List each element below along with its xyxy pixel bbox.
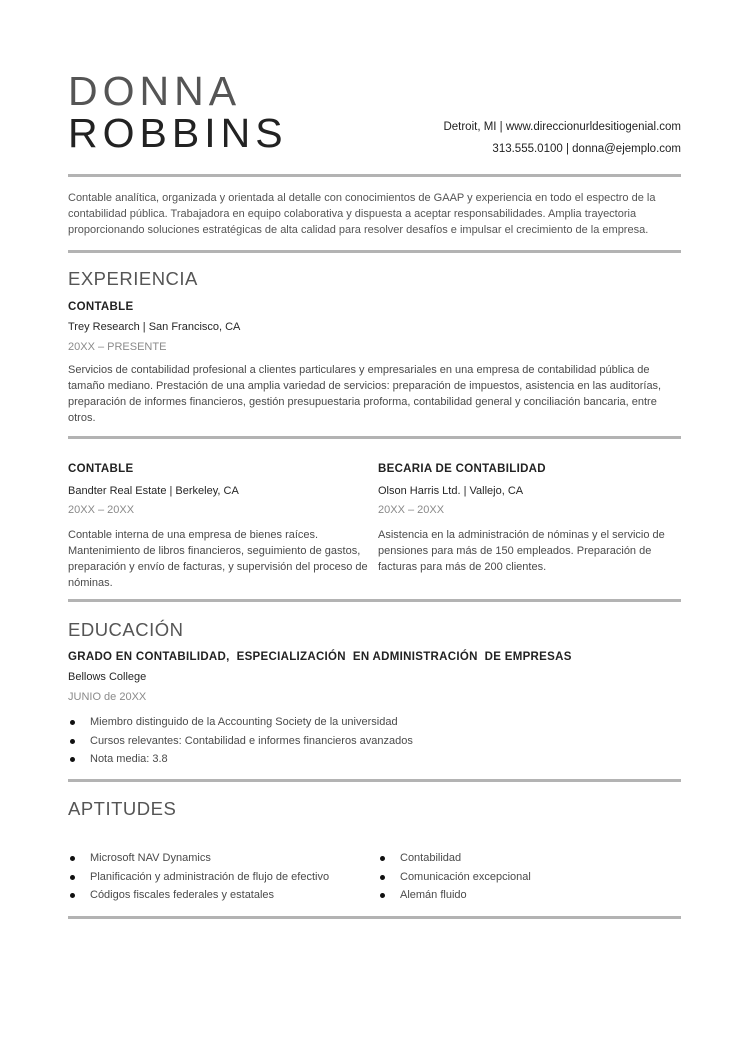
job-dates: 20XX – PRESENTE bbox=[68, 341, 167, 353]
divider bbox=[68, 250, 681, 253]
candidate-name bbox=[68, 70, 288, 154]
last-name: ROBBINS bbox=[68, 110, 288, 156]
job-description: Asistencia en la administración de nóminas y el servicio de pensiones para más de 150 empleados. Preparación de facturas para más de 200 clientes. bbox=[378, 529, 665, 573]
list-item: Cursos relevantes: Contabilidad e informes financieros avanzados bbox=[68, 732, 681, 751]
graduation-date: JUNIO de 20XX bbox=[68, 691, 147, 703]
list-item: Códigos fiscales federales y estatales bbox=[68, 886, 373, 905]
list-item: Contabilidad bbox=[378, 849, 681, 868]
list-item: Alemán fluido bbox=[378, 886, 681, 905]
job-dates: 20XX – 20XX bbox=[68, 504, 135, 516]
list-item: Comunicación excepcional bbox=[378, 868, 681, 887]
divider bbox=[68, 174, 681, 177]
list-item: Nota media: 3.8 bbox=[68, 750, 681, 769]
skills-list-left bbox=[68, 849, 373, 905]
bullet-icon bbox=[70, 893, 75, 898]
job-description: Contable interna de una empresa de bienes raíces. Mantenimiento de libros financieros, seguimiento de gastos, preparación y envío de facturas, y supervisión del proceso de nóminas. bbox=[68, 529, 368, 589]
summary: Contable analítica, organizada y orientada al detalle con conocimientos de GAAP y experiencia en todo el espectro de la contabilidad pública. Trabajadora en equipo colaborativa y dispuesta a aceptar responsabilidades. Amplia trayectoria proporcionando soluciones estratégicas de alta calidad para resolver desafíos e impulsar el crecimiento de la empresa. bbox=[68, 192, 656, 236]
bullet-icon bbox=[380, 893, 385, 898]
bullet-icon bbox=[70, 720, 75, 725]
job-title: CONTABLE bbox=[68, 301, 134, 313]
divider bbox=[68, 599, 681, 602]
section-heading-skills: APTITUDES bbox=[68, 798, 177, 819]
skills-list-right bbox=[378, 849, 681, 905]
job-company: Bandter Real Estate | Berkeley, CA bbox=[68, 485, 239, 497]
bullet-icon bbox=[70, 856, 75, 861]
degree-title: GRADO EN CONTABILIDAD, ESPECIALIZACIÓN EN ADMINISTRACIÓN DE EMPRESAS bbox=[68, 651, 572, 663]
job-company: Trey Research | San Francisco, CA bbox=[68, 321, 241, 333]
education-list bbox=[68, 713, 681, 769]
job-description: Servicios de contabilidad profesional a clientes particulares y empresariales en una empresa de contabilidad pública de tamaño mediano. Prestación de una amplia variedad de servicios: preparación de impuestos, asistencia en las auditorías, preparación de informes financieros, gestión presupuestaria proforma, contabilidad general y conciliación bancaria, entre otros. bbox=[68, 364, 662, 424]
section-heading-education: EDUCACIÓN bbox=[68, 619, 184, 640]
first-name: DONNA bbox=[68, 68, 242, 114]
list-item: Microsoft NAV Dynamics bbox=[68, 849, 373, 868]
contact-info bbox=[443, 116, 681, 160]
job-title: CONTABLE bbox=[68, 463, 134, 475]
school-name: Bellows College bbox=[68, 671, 147, 683]
contact-location-website: Detroit, MI | www.direccionurldesitiogenial.com bbox=[443, 121, 681, 133]
section-heading-experience: EXPERIENCIA bbox=[68, 268, 198, 289]
bullet-icon bbox=[380, 875, 385, 880]
job-company: Olson Harris Ltd. | Vallejo, CA bbox=[378, 485, 524, 497]
list-item: Miembro distinguido de la Accounting Society de la universidad bbox=[68, 713, 681, 732]
divider bbox=[68, 779, 681, 782]
bullet-icon bbox=[380, 856, 385, 861]
job-dates: 20XX – 20XX bbox=[378, 504, 445, 516]
list-item: Planificación y administración de flujo de efectivo bbox=[68, 868, 373, 887]
bullet-icon bbox=[70, 875, 75, 880]
contact-phone-email: 313.555.0100 | donna@ejemplo.com bbox=[492, 143, 681, 155]
divider bbox=[68, 436, 681, 439]
job-title: BECARIA DE CONTABILIDAD bbox=[378, 463, 546, 475]
bullet-icon bbox=[70, 757, 75, 762]
bullet-icon bbox=[70, 739, 75, 744]
divider bbox=[68, 916, 681, 919]
